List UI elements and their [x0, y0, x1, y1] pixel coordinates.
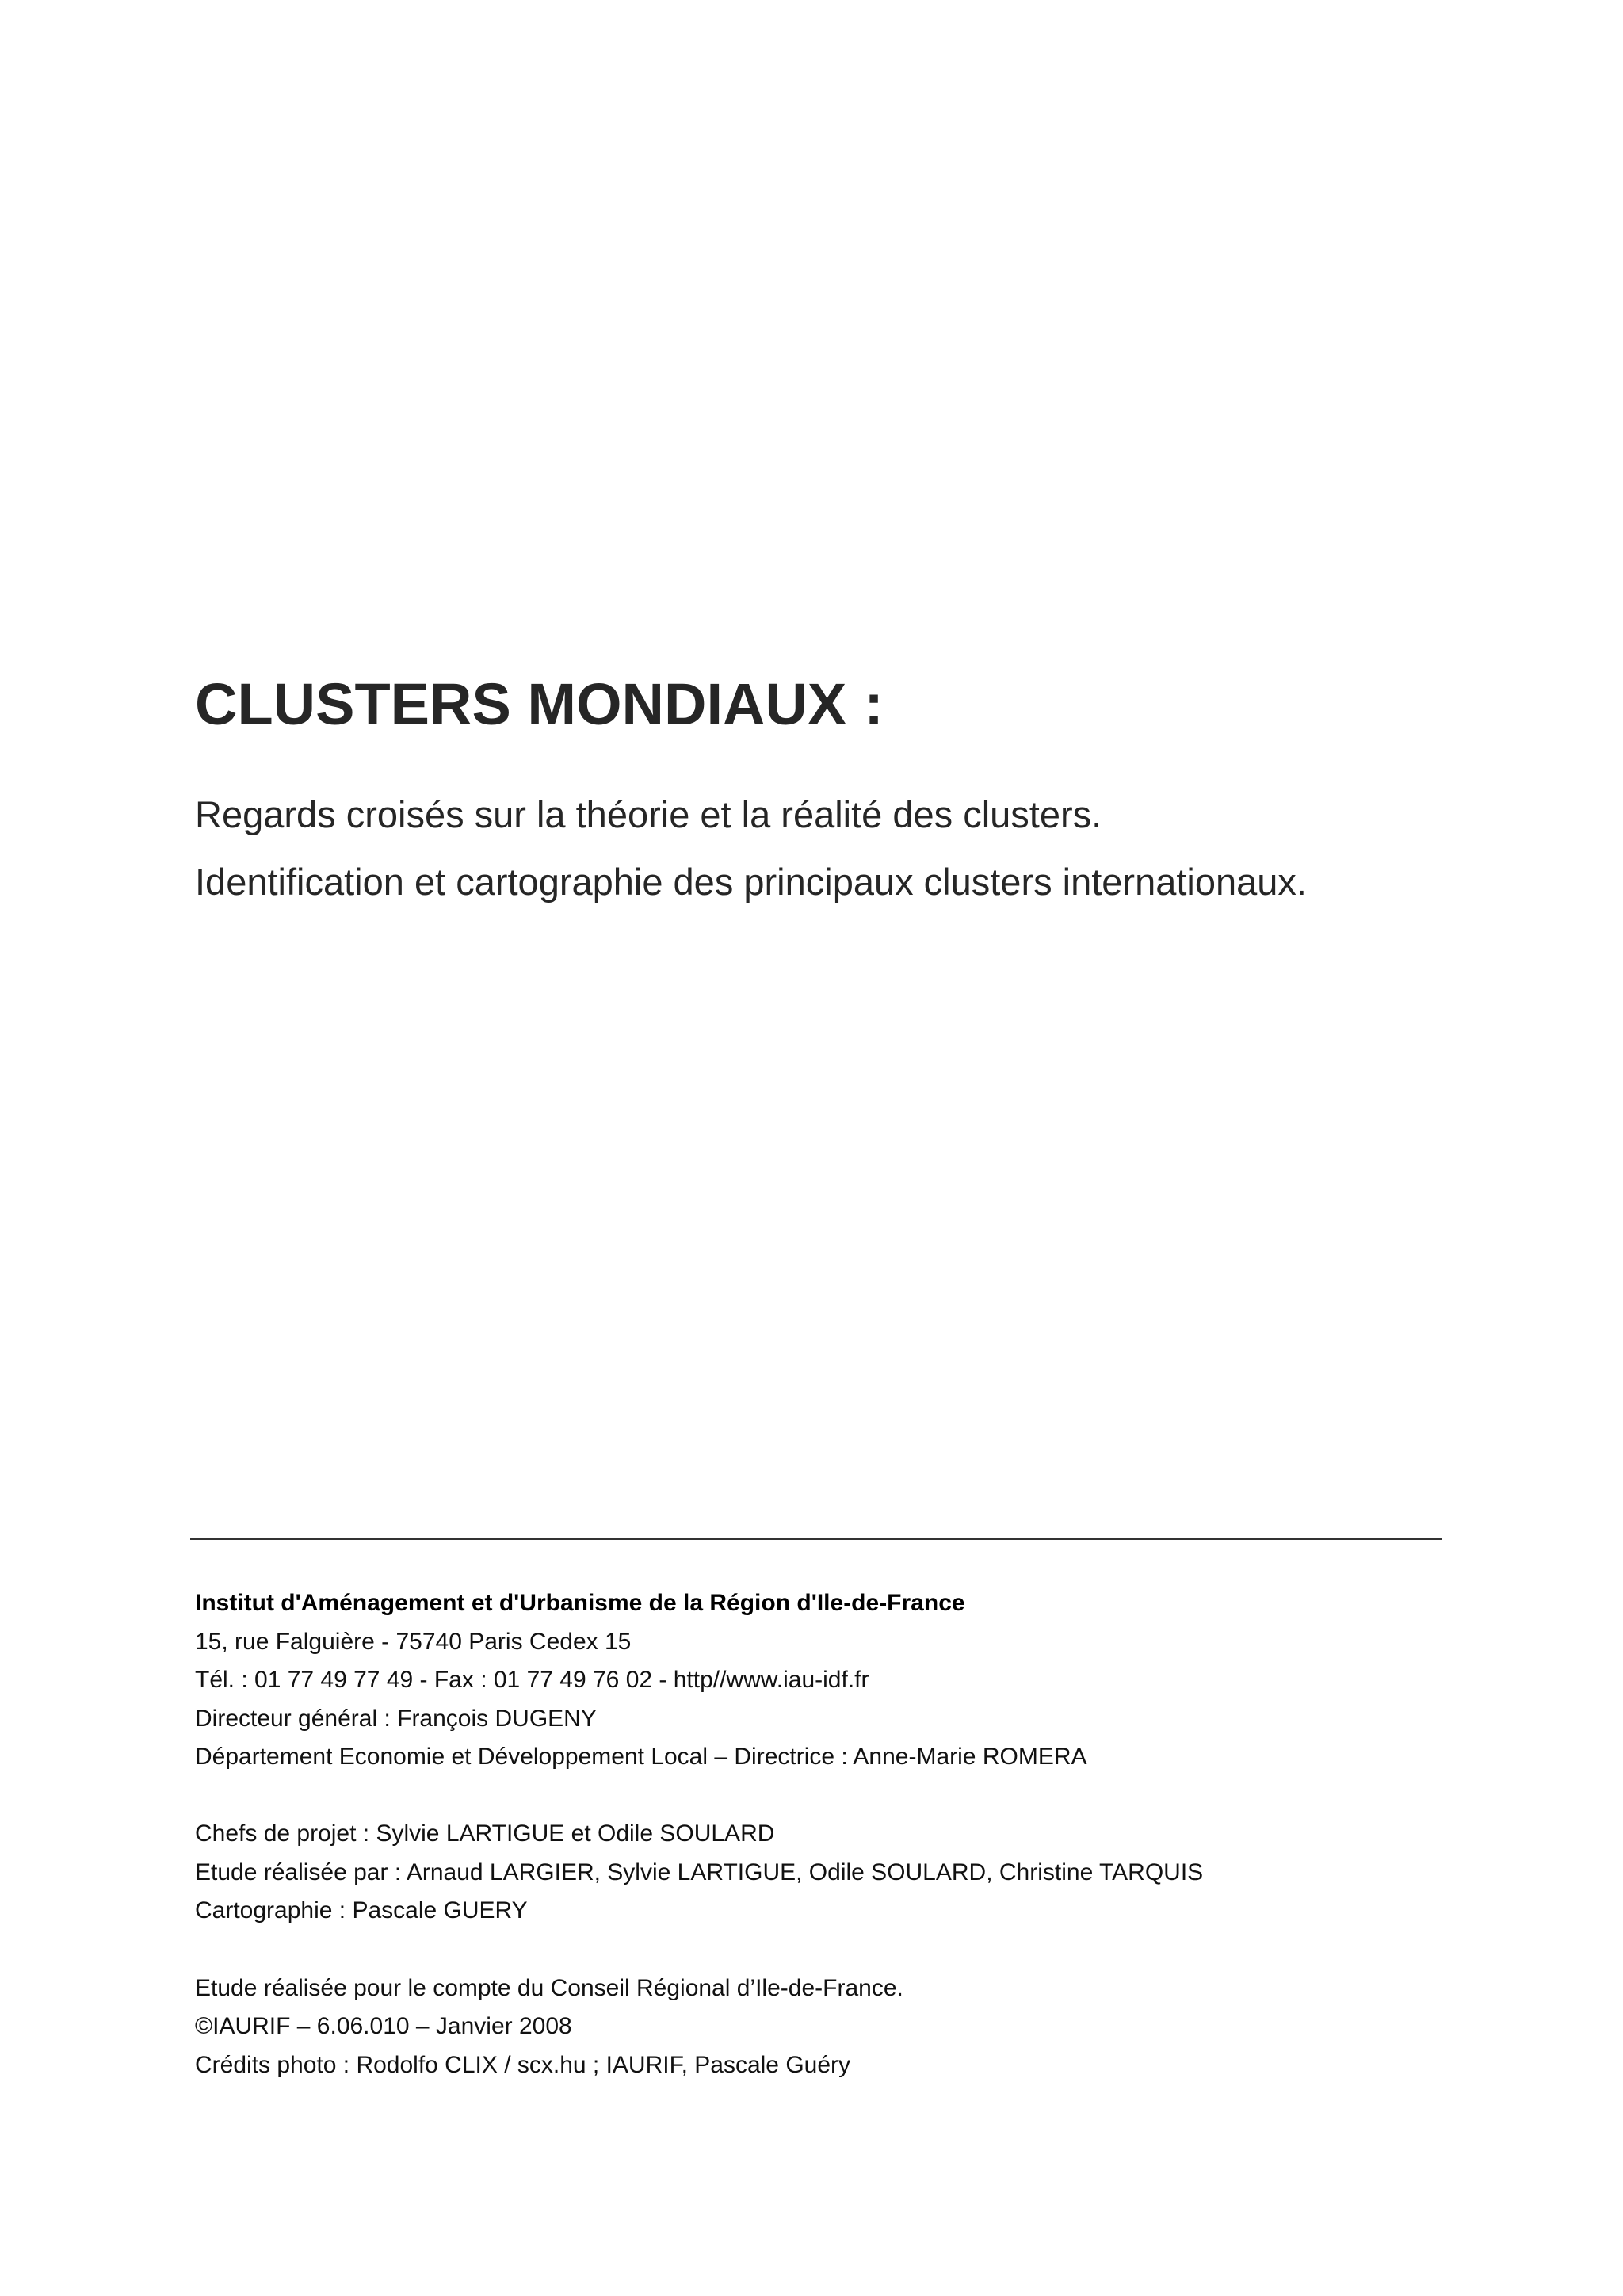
cartography-credit: Cartographie : Pascale GUERY — [195, 1897, 528, 1924]
project-leads: Chefs de projet : Sylvie LARTIGUE et Odile SOULARD — [195, 1820, 775, 1847]
institution-contact: Tél. : 01 77 49 77 49 - Fax : 01 77 49 76 02 - http//www.iau-idf.fr — [195, 1667, 869, 1693]
subtitle-line-2: Identification et cartographie des principaux clusters internationaux. — [195, 861, 1307, 903]
photo-credits: Crédits photo : Rodolfo CLIX / scx.hu ; IAURIF, Pascale Guéry — [195, 2052, 851, 2078]
document-title — [195, 671, 884, 737]
institution-department: Département Economie et Développement Local – Directrice : Anne-Marie ROMERA — [195, 1744, 1087, 1770]
copyright-line: ©IAURIF – 6.06.010 – Janvier 2008 — [195, 2013, 572, 2039]
institution-director: Directeur général : François DUGENY — [195, 1706, 597, 1732]
title-colon: : — [864, 671, 884, 737]
commission-note: Etude réalisée pour le compte du Conseil Régional d’Ile-de-France. — [195, 1975, 903, 2001]
title-text: CLUSTERS MONDIAUX — [195, 671, 847, 737]
study-authors: Etude réalisée par : Arnaud LARGIER, Sylvie LARTIGUE, Odile SOULARD, Christine TARQUIS — [195, 1859, 1204, 1885]
subtitle-line-1: Regards croisés sur la théorie et la réalité des clusters. — [195, 793, 1102, 835]
institution-name: Institut d'Aménagement et d'Urbanisme de la Région d'Ile-de-France — [195, 1590, 965, 1616]
institution-address: 15, rue Falguière - 75740 Paris Cedex 15 — [195, 1629, 632, 1655]
horizontal-divider — [190, 1538, 1442, 1540]
